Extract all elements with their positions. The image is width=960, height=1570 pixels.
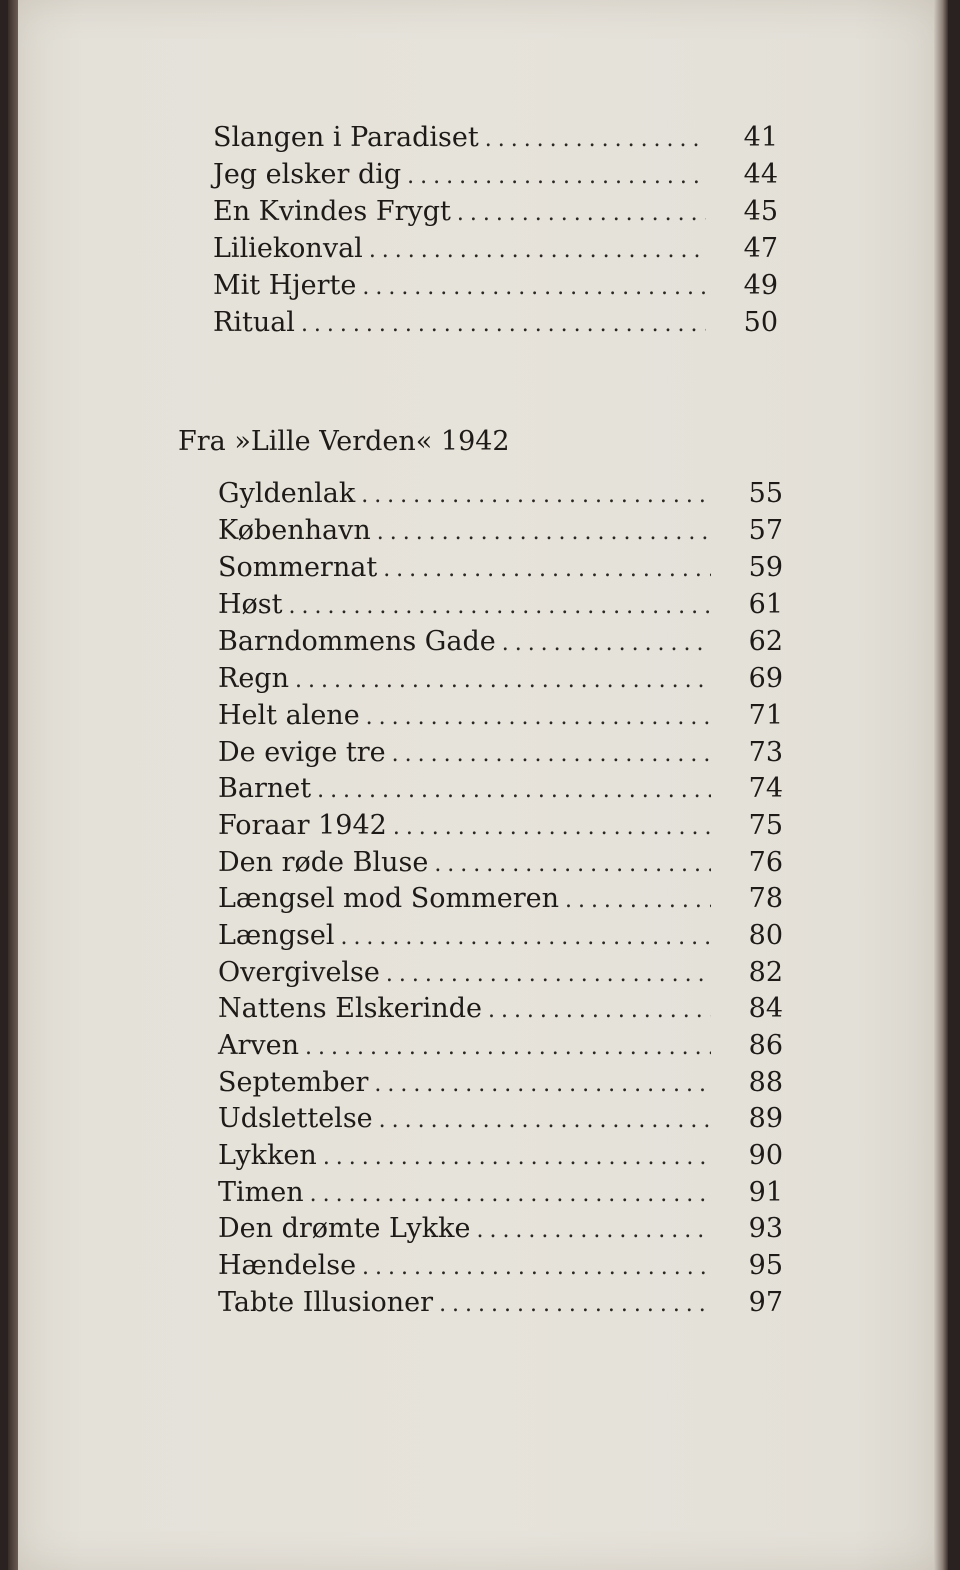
toc-entry-title: Regn [218, 663, 289, 694]
dot-leader [317, 774, 711, 808]
toc-entry-title: Tabte Illusioner [218, 1287, 434, 1318]
dot-leader [379, 1104, 711, 1138]
toc-entry-page: 49 [743, 270, 778, 301]
toc-entry-page: 95 [748, 1250, 783, 1281]
toc-entry [218, 551, 783, 585]
dot-leader [362, 271, 706, 305]
toc-entry-page: 74 [748, 773, 783, 804]
toc-entry-title: Mit Hjerte [213, 270, 357, 301]
dot-leader [323, 1141, 711, 1175]
toc-entry [213, 306, 778, 340]
toc-entry [218, 514, 783, 548]
toc-entry-title: Længsel mod Sommeren [218, 883, 559, 914]
toc-entry [218, 956, 783, 990]
dot-leader [366, 701, 711, 735]
dot-leader [502, 627, 711, 661]
toc-entry [218, 809, 783, 843]
dot-leader [377, 516, 711, 550]
toc-entry-page: 61 [748, 589, 783, 620]
toc-entry-page: 84 [748, 993, 783, 1024]
toc-entry-page: 73 [748, 737, 783, 768]
toc-entry-page: 41 [743, 122, 778, 153]
toc-entry [218, 477, 783, 511]
dot-leader [361, 479, 711, 513]
dot-leader [485, 123, 706, 157]
toc-entry-title: Foraar 1942 [218, 810, 387, 841]
toc-entry-page: 62 [748, 626, 783, 657]
toc-entry-page: 82 [748, 957, 783, 988]
toc-entry [213, 158, 778, 192]
toc-entry-page: 50 [743, 307, 778, 338]
dot-leader [310, 1178, 711, 1212]
toc-entry [218, 1212, 783, 1246]
toc-entry-page: 76 [748, 847, 783, 878]
toc-entry-title: Nattens Elskerinde [218, 993, 482, 1024]
toc-entry-title: Lykken [218, 1140, 317, 1171]
toc-entry [218, 992, 783, 1026]
toc-entry-page: 78 [748, 883, 783, 914]
toc-entry-page: 47 [743, 233, 778, 264]
toc-entry [218, 736, 783, 770]
toc-entry-title: Høst [218, 589, 283, 620]
toc-entry [218, 625, 783, 659]
table-of-contents [8, 0, 948, 1570]
toc-entry-page: 97 [748, 1287, 783, 1318]
toc-entry-title: Slangen i Paradiset [213, 122, 479, 153]
toc-entry-page: 86 [748, 1030, 783, 1061]
toc-entry-page: 93 [748, 1213, 783, 1244]
toc-entry-title: September [218, 1067, 369, 1098]
toc-entry [218, 1139, 783, 1173]
dot-leader [369, 234, 706, 268]
dot-leader [434, 848, 711, 882]
toc-entry-title: Længsel [218, 920, 335, 951]
toc-entry-title: Overgivelse [218, 957, 380, 988]
toc-entry-title: Gyldenlak [218, 478, 356, 509]
toc-entry-title: Timen [218, 1177, 304, 1208]
toc-entry-page: 57 [748, 515, 783, 546]
dot-leader [383, 553, 711, 587]
toc-entry-title: De evige tre [218, 737, 386, 768]
book-page [8, 0, 948, 1570]
toc-entry [218, 882, 783, 916]
toc-entry-page: 69 [748, 663, 783, 694]
dot-leader [305, 1031, 711, 1065]
dot-leader [457, 197, 706, 231]
toc-entry-page: 71 [748, 700, 783, 731]
toc-entry [218, 699, 783, 733]
toc-entry-title: En Kvindes Frygt [213, 196, 451, 227]
toc-entry [218, 1176, 783, 1210]
toc-entry-page: 90 [748, 1140, 783, 1171]
toc-entry-title: Barnet [218, 773, 312, 804]
toc-entry-page: 88 [748, 1067, 783, 1098]
toc-entry [213, 269, 778, 303]
dot-leader [407, 160, 706, 194]
dot-leader [301, 308, 706, 342]
dot-leader [488, 994, 711, 1028]
toc-entry-title: København [218, 515, 371, 546]
toc-entry-title: Ritual [213, 307, 295, 338]
toc-entry-page: 75 [748, 810, 783, 841]
dot-leader [295, 664, 711, 698]
toc-entry-title: Liliekonval [213, 233, 363, 264]
toc-entry-title: Barndommens Gade [218, 626, 496, 657]
toc-entry [218, 1102, 783, 1136]
dot-leader [393, 811, 711, 845]
dot-leader [386, 958, 711, 992]
dot-leader [289, 590, 711, 624]
dot-leader [374, 1068, 711, 1102]
dot-leader [476, 1214, 711, 1248]
dot-leader [362, 1251, 711, 1285]
section-heading: Fra »Lille Verden« 1942 [178, 426, 510, 457]
toc-entry-page: 44 [743, 159, 778, 190]
toc-entry-page: 55 [748, 478, 783, 509]
toc-entry-title: Den røde Bluse [218, 847, 429, 878]
toc-entry-title: Hændelse [218, 1250, 357, 1281]
toc-entry [218, 919, 783, 953]
toc-entry-page: 45 [743, 196, 778, 227]
dot-leader [340, 921, 711, 955]
toc-entry-title: Helt alene [218, 700, 360, 731]
toc-entry [218, 588, 783, 622]
toc-entry-page: 80 [748, 920, 783, 951]
toc-entry [213, 121, 778, 155]
toc-entry-title: Jeg elsker dig [213, 159, 402, 190]
dot-leader [565, 884, 711, 918]
toc-entry-page: 91 [748, 1177, 783, 1208]
toc-entry [218, 662, 783, 696]
toc-entry [213, 195, 778, 229]
toc-entry [218, 1029, 783, 1063]
toc-entry-title: Sommernat [218, 552, 378, 583]
dot-leader [439, 1288, 711, 1322]
toc-entry [218, 1249, 783, 1283]
toc-entry [213, 232, 778, 266]
dot-leader [392, 738, 711, 772]
toc-entry-title: Udslettelse [218, 1103, 373, 1134]
toc-entry-page: 89 [748, 1103, 783, 1134]
toc-entry-title: Den drømte Lykke [218, 1213, 471, 1244]
toc-entry [218, 772, 783, 806]
toc-entry-title: Arven [218, 1030, 300, 1061]
toc-entry [218, 1066, 783, 1100]
toc-entry [218, 846, 783, 880]
toc-entry-page: 59 [748, 552, 783, 583]
toc-entry [218, 1286, 783, 1320]
